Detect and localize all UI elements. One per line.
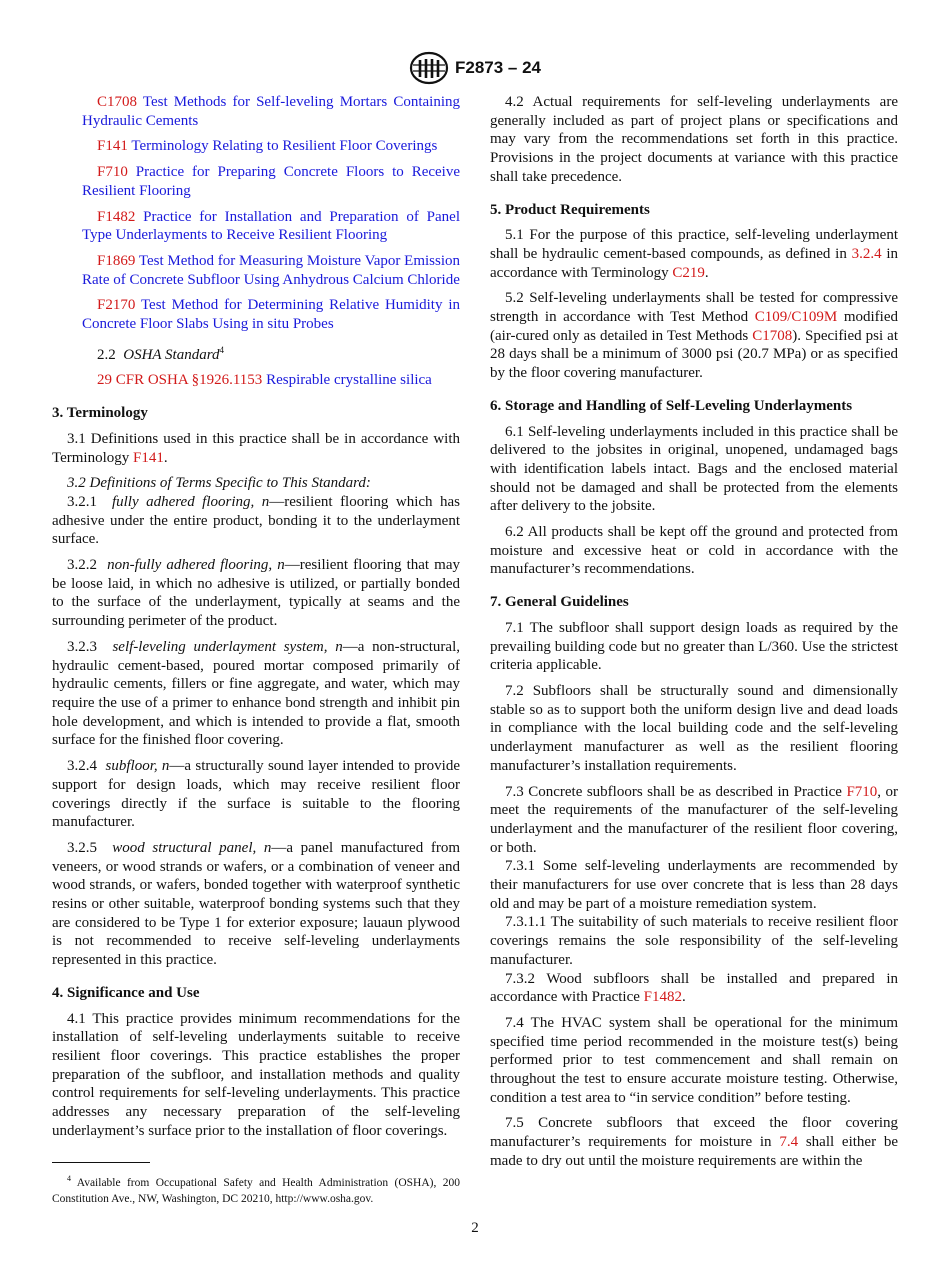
definition: 3.2.4 subfloor, n—a structurally sound layer intended to provide support for design loads, which may receive resilient floor coverings directly if the surface is suitable to the flooring manufacturer. bbox=[52, 758, 460, 831]
footnote-divider bbox=[52, 1162, 150, 1163]
reference-title[interactable]: Practice for Preparing Concrete Floors to Receive Resilient Flooring bbox=[82, 164, 461, 199]
left-column bbox=[52, 93, 460, 1214]
reference-title[interactable]: Terminology Relating to Resilient Floor Coverings bbox=[131, 138, 438, 155]
reference-title[interactable]: Test Method for Determining Relative Humidity in Concrete Floor Slabs Using in situ Probes bbox=[82, 297, 460, 333]
reference-code[interactable]: F2170 bbox=[97, 297, 136, 314]
definition: 3.2.2 non-fully adhered flooring, n—resilient flooring that may be loose laid, in which no adhesive is utilized, or partially bonded to the surface of the underlayment, typically at seams and the surrounding perimeter of the product. bbox=[52, 557, 460, 630]
paragraph: 7.3.1 Some self-leveling underlayments are recommended by their manufacturers for use over concrete that is less than 28 days old and may be part of a moisture remediation system. bbox=[490, 858, 898, 912]
astm-logo-icon bbox=[409, 51, 449, 85]
definition: 3.2.3 self-leveling underlayment system, n—a non-structural, hydraulic cement-based, poured mortar composed primarily of hydraulic cements, fillers or fine aggregate, and water, which may require the use of a primer to enhance bond strength and inhibit pin hole development, and which is intended to provide a flat, smooth surface for the finished floor covering. bbox=[52, 638, 460, 749]
reference-item[interactable] bbox=[52, 296, 460, 333]
paragraph: 7.3.1.1 The suitability of such materials to receive resilient floor coverings remains the sole responsibility of the self-leveling manufacturer. bbox=[490, 914, 898, 968]
reference-item[interactable] bbox=[52, 252, 460, 289]
link-c109[interactable]: C109/C109M bbox=[754, 309, 838, 326]
paragraph: 6.2 All products shall be kept off the ground and protected from moisture and excessive heat or cold in accordance with the manufacturer’s recommendations. bbox=[490, 524, 898, 578]
reference-item[interactable] bbox=[52, 208, 460, 245]
page-number: 2 bbox=[471, 1220, 479, 1236]
reference-item[interactable] bbox=[52, 137, 460, 156]
link-7-4[interactable]: 7.4 bbox=[779, 1134, 799, 1151]
paragraph: 5.2 Self-leveling underlayments shall be tested for compressive strength in accordance with Test Method C109/C109M modified (air-cured only as detailed in Test Methods C1708). Specified psi at 28 days shall be a minimum of 3000 psi (20.7 MPa) or as specified by the floor covering manufacturer. bbox=[490, 290, 898, 382]
reference-title[interactable]: Respirable crystalline silica bbox=[266, 372, 432, 389]
definition: 3.2.1 fully adhered flooring, n—resilient flooring which has adhesive under the entire product, bonding it to the underlayment surface. bbox=[52, 493, 461, 548]
link-c219[interactable]: C219 bbox=[672, 264, 705, 281]
link-f1482[interactable]: F1482 bbox=[643, 989, 683, 1006]
definition: 3.2.5 wood structural panel, n—a panel manufactured from veneers, or wood strands or wafers, or a combination of veneer and wood strands, or wafers, bonded together with waterproof synthetic resins or other suitable, waterproof bonding systems such that they are considered to be Type 1 for exterior exposure; lauaun plywood is not recommended to receive self-leveling underlayments represented in this practice. bbox=[52, 839, 460, 969]
reference-title[interactable]: Practice for Installation and Preparation of Panel Type Underlayments to Receive Resilient Flooring bbox=[82, 208, 460, 244]
paragraph: 4.1 This practice provides minimum recommendations for the installation of self-leveling underlayments suitable to receive resilient floor coverings. This practice establishes the proper preparation of the subfloor, and installation methods and quality control requirements for self-leveling underlayments. This practice addresses any necessary preparation of the self-leveling underlayment’s surface prior to the installation of floor coverings. bbox=[52, 1010, 460, 1139]
reference-code[interactable]: F1482 bbox=[97, 208, 136, 225]
reference-list bbox=[52, 93, 460, 390]
paragraph: 3.2 Definitions of Terms Specific to This Standard: bbox=[67, 475, 371, 492]
section-heading: 7. General Guidelines bbox=[490, 594, 629, 611]
link-3-2-4[interactable]: 3.2.4 bbox=[851, 245, 882, 262]
paragraph: 4.2 Actual requirements for self-leveling underlayments are generally included as part of project plans or specifications and may vary from the recommendations set forth in this practice. Provisions in the project documents at variance with this practice shall take precedence. bbox=[490, 94, 898, 185]
reference-code[interactable]: F1869 bbox=[97, 252, 136, 269]
reference-item[interactable] bbox=[52, 93, 460, 130]
link-f141[interactable]: F141 bbox=[133, 449, 164, 466]
footnote-mark: 4 bbox=[219, 344, 225, 355]
paragraph: 5.1 For the purpose of this practice, self-leveling underlayment shall be hydraulic cement-based compounds, as defined in 3.2.4 in accordance with Terminology C219. bbox=[490, 227, 898, 281]
reference-title[interactable]: Test Methods for Self-leveling Mortars Containing Hydraulic Cements bbox=[82, 94, 460, 129]
paragraph: 7.3 Concrete subfloors shall be as described in Practice F710, or meet the requirements of the manufacturer of the self-leveling underlayment and the manufacturer of the resilient floor covering, or both. bbox=[490, 783, 899, 856]
link-f710[interactable]: F710 bbox=[846, 783, 878, 800]
osha-subheading: 2.2 OSHA Standard$^4$ bbox=[97, 344, 225, 363]
reference-code[interactable]: 29 CFR OSHA §1926.1153 bbox=[97, 372, 263, 389]
section-heading: 3. Terminology bbox=[52, 405, 148, 422]
designation: F2873 – 24 bbox=[454, 58, 541, 77]
section-heading: 6. Storage and Handling of Self-Leveling Underlayments bbox=[490, 397, 853, 414]
reference-code[interactable]: F710 bbox=[97, 164, 128, 181]
paragraph: 7.4 The HVAC system shall be operational for the minimum specified time period recommended in the moisture test(s) being performed prior to test commencement and shall remain on throughout the test to ensure accurate moisture testing. Otherwise, condition a test area to “in service condition” before testing. bbox=[490, 1014, 898, 1106]
section-heading: 4. Significance and Use bbox=[52, 984, 200, 1001]
section-heading: 5. Product Requirements bbox=[490, 201, 650, 218]
reference-code[interactable]: C1708 bbox=[97, 94, 138, 110]
paragraph: 7.5 Concrete subfloors that exceed the floor covering manufacturer’s requirements for moisture in 7.4 shall either be made to dry out until the moisture requirements are within the bbox=[490, 1115, 898, 1169]
paragraph: 3.1 Definitions used in this practice shall be in accordance with Terminology F141. bbox=[52, 430, 460, 466]
link-c1708[interactable]: C1708 bbox=[752, 327, 793, 344]
reference-item[interactable] bbox=[52, 371, 460, 390]
reference-code[interactable]: F141 bbox=[97, 138, 128, 155]
reference-title[interactable]: Test Method for Measuring Moisture Vapor Emission Rate of Concrete Subfloor Using Anhydrous Calcium Chloride bbox=[82, 252, 460, 288]
paragraph: 6.1 Self-leveling underlayments included in this practice shall be delivered to the jobsites in original, unopened, undamaged bags with identification labels intact. Bags and the enclosed material should not be damaged and shall be protected from the elements after delivery to the jobsite. bbox=[490, 423, 898, 515]
paragraph: 7.2 Subfloors shall be structurally sound and dimensionally stable so as to support both the uniform design live and dead loads in compliance with the local building code and the self-leveling underlayment manufacturer as well as the resilient flooring manufacturer’s installation requirements. bbox=[490, 682, 898, 774]
reference-item[interactable] bbox=[52, 163, 460, 200]
paragraph: 7.3.2 Wood subfloors shall be installed and prepared in accordance with Practice F1482. bbox=[490, 970, 898, 1006]
paragraph: 7.1 The subfloor shall support design loads as required by the prevailing building code but no greater than L/360. Use the strictest criteria applicable. bbox=[490, 619, 898, 674]
page-header bbox=[0, 51, 950, 85]
right-column bbox=[490, 93, 898, 1178]
footnote: $^4$ Available from Occupational Safety and Health Administration (OSHA), 200 Constitution Ave., NW, Washington, DC 20210, http://www.osha.gov. bbox=[52, 1174, 460, 1205]
